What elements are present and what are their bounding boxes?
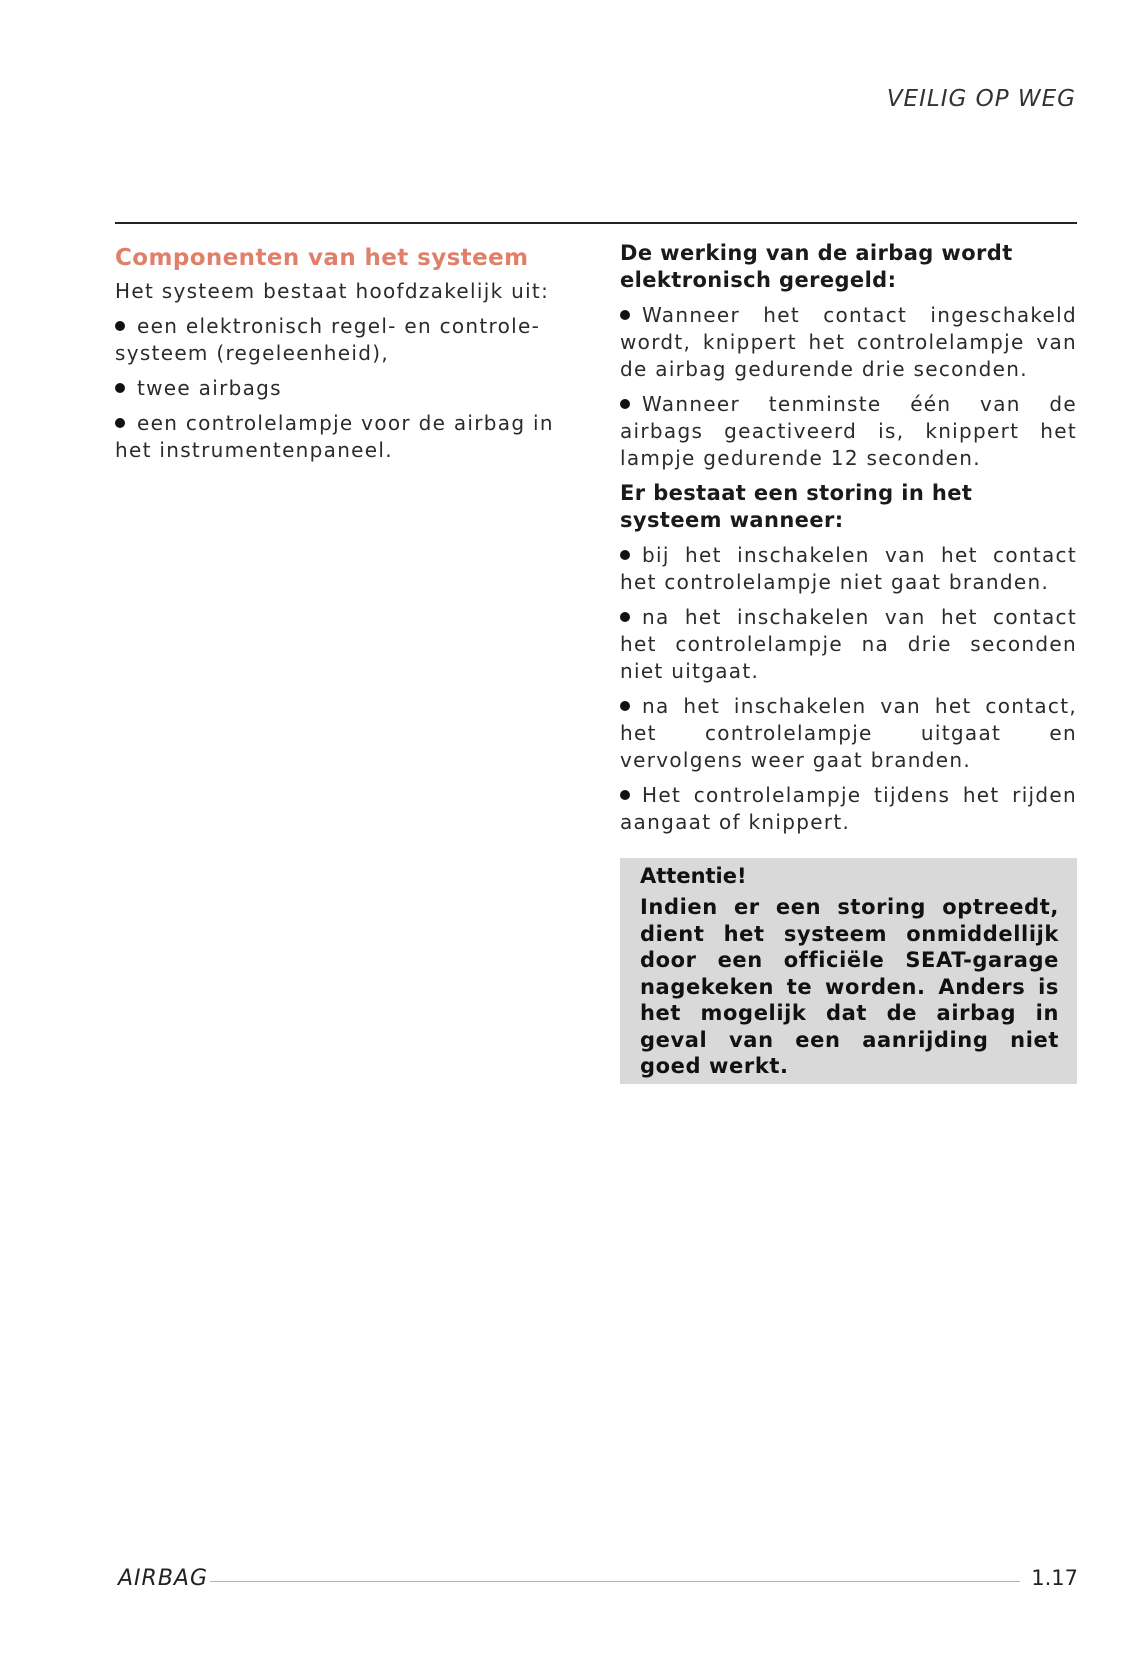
operation-heading: De werking van de airbag wordt elektronisch geregeld: (620, 241, 1013, 292)
list-item-text: twee airbags (137, 376, 282, 400)
list-item-text: na het inschakelen van het contact het controlelampje na drie seconden niet uitgaat. (620, 605, 1077, 683)
bullet-icon (115, 321, 125, 331)
page-number: 1.17 (1031, 1566, 1078, 1590)
list-item-text: bij het inschakelen van het contact het controlelampje niet gaat branden. (620, 543, 1077, 594)
bullet-icon (620, 550, 630, 560)
bullet-icon (115, 383, 125, 393)
list-item (620, 604, 1077, 685)
bullet-icon (620, 399, 630, 409)
warning-box (620, 858, 1077, 1084)
bullet-icon (620, 701, 630, 711)
warning-title: Attentie! (640, 864, 747, 888)
list-item (115, 410, 573, 464)
left-column (115, 240, 573, 472)
top-divider (115, 222, 1077, 224)
list-item-text: na het inschakelen van het contact, het controlelampje uitgaat en vervolgens weer gaat branden. (620, 694, 1077, 772)
fault-heading: Er bestaat een storing in het systeem wanneer: (620, 481, 973, 532)
warning-text: Indien er een storing optreedt, dient het systeem onmiddellijk door een officiële SEAT-garage nagekeken te worden. Anders is het mogelijk dat de airbag in geval van een aanrijding niet goed werkt. (640, 895, 1059, 1078)
list-item-text: Het controlelampje tijdens het rijden aangaat of knippert. (620, 783, 1077, 834)
list-item-text: Wanneer het contact ingeschakeld wordt, knippert het controlelampje van de airbag gedurende drie seconden. (620, 303, 1077, 381)
bullet-icon (115, 418, 125, 428)
bullet-icon (620, 310, 630, 320)
list-item (620, 693, 1077, 774)
footer-section-label: AIRBAG (118, 1566, 209, 1591)
bullet-icon (620, 612, 630, 622)
list-item (115, 313, 573, 367)
page-footer (118, 1566, 1078, 1596)
list-item-text: een controlelampje voor de airbag in het instrumentenpaneel. (115, 411, 554, 462)
list-item (115, 375, 573, 402)
bullet-icon (620, 790, 630, 800)
list-item (620, 782, 1077, 836)
list-item-text: een elektronisch regel- en controle-systeem (regeleenheid), (115, 314, 541, 365)
running-header: VEILIG OP WEG (886, 86, 1076, 112)
footer-divider (210, 1581, 1020, 1582)
section-title: Componenten van het systeem (115, 245, 529, 271)
right-column (620, 240, 1077, 1084)
intro-text: Het systeem bestaat hoofdzakelijk uit: (115, 279, 550, 303)
list-item (620, 542, 1077, 596)
list-item-text: Wanneer tenminste één van de airbags geactiveerd is, knippert het lampje gedurende 12 seconden. (620, 392, 1077, 470)
list-item (620, 391, 1077, 472)
list-item (620, 302, 1077, 383)
